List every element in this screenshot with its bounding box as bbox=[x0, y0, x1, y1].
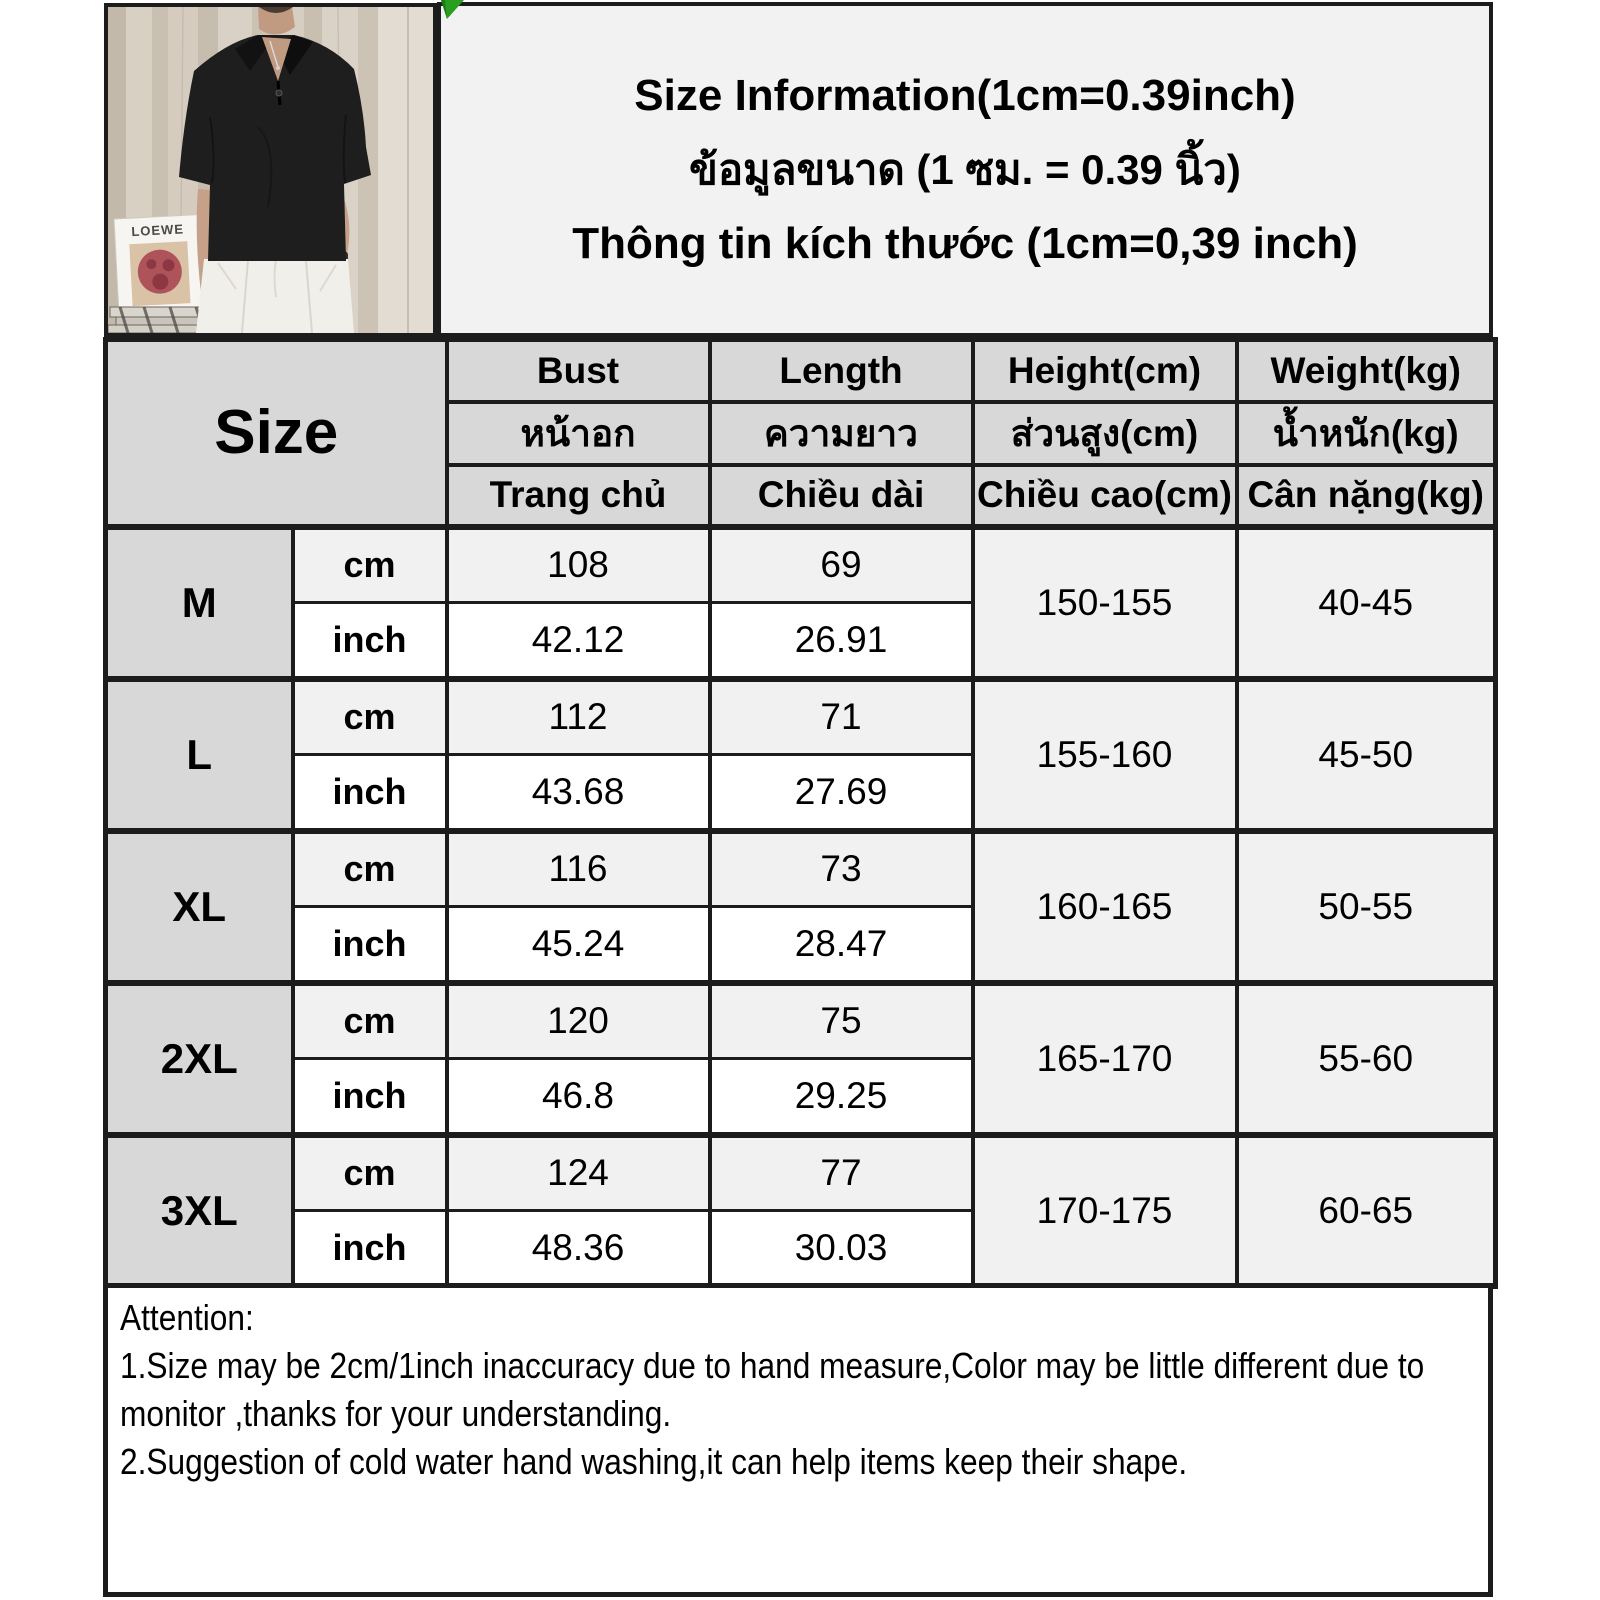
weight-range-value: 45-50 bbox=[1237, 679, 1496, 831]
title-line-en: Size Information(1cm=0.39inch) bbox=[634, 70, 1296, 120]
height-range-value: 170-175 bbox=[973, 1135, 1237, 1287]
size-table bbox=[103, 337, 1498, 1289]
length-inch-value: 28.47 bbox=[710, 907, 973, 983]
bust-cm-value: 108 bbox=[447, 527, 710, 603]
height-range-value: 155-160 bbox=[973, 679, 1237, 831]
unit-cm-label: cm bbox=[293, 1135, 447, 1211]
poster-text: LOEWE bbox=[130, 221, 185, 240]
height-range-value: 165-170 bbox=[973, 983, 1237, 1135]
length-inch-value: 27.69 bbox=[710, 755, 973, 831]
height-range-value: 150-155 bbox=[973, 527, 1237, 679]
unit-cm-label: cm bbox=[293, 983, 447, 1059]
weight-range-value: 50-55 bbox=[1237, 831, 1496, 983]
length-cm-value: 75 bbox=[710, 983, 973, 1059]
size-label: L bbox=[106, 679, 293, 831]
table-row-xl-cm bbox=[106, 831, 1496, 907]
title-line-vi: Thông tin kích thước (1cm=0,39 inch) bbox=[572, 218, 1358, 268]
attention-note-2: 2.Suggestion of cold water hand washing,it can help items keep their shape. bbox=[120, 1441, 1188, 1482]
unit-cm-label: cm bbox=[293, 527, 447, 603]
bust-inch-value: 42.12 bbox=[447, 603, 710, 679]
size-info-title-box bbox=[437, 2, 1493, 337]
col-header-height-vi: Chiều cao(cm) bbox=[973, 465, 1237, 527]
poster-prop bbox=[114, 214, 205, 314]
length-inch-value: 29.25 bbox=[710, 1059, 973, 1135]
weight-range-value: 60-65 bbox=[1237, 1135, 1496, 1287]
bust-inch-value: 45.24 bbox=[447, 907, 710, 983]
header-row-en bbox=[106, 340, 1496, 402]
col-header-weight-vi: Cân nặng(kg) bbox=[1237, 465, 1496, 527]
length-cm-value: 69 bbox=[710, 527, 973, 603]
product-photo-illustration bbox=[108, 7, 433, 333]
col-header-weight-en: Weight(kg) bbox=[1237, 340, 1496, 402]
weight-range-value: 40-45 bbox=[1237, 527, 1496, 679]
bust-cm-value: 120 bbox=[447, 983, 710, 1059]
bust-cm-value: 116 bbox=[447, 831, 710, 907]
col-header-bust-th: หน้าอก bbox=[447, 402, 710, 465]
bust-cm-value: 124 bbox=[447, 1135, 710, 1211]
length-cm-value: 77 bbox=[710, 1135, 973, 1211]
col-header-height-th: ส่วนสูง(cm) bbox=[973, 402, 1237, 465]
col-header-bust-vi: Trang chủ bbox=[447, 465, 710, 527]
attention-box bbox=[103, 1283, 1493, 1597]
table-row-2xl-cm bbox=[106, 983, 1496, 1059]
size-label: 3XL bbox=[106, 1135, 293, 1287]
col-header-length-en: Length bbox=[710, 340, 973, 402]
size-label: 2XL bbox=[106, 983, 293, 1135]
size-label: M bbox=[106, 527, 293, 679]
col-header-length-th: ความยาว bbox=[710, 402, 973, 465]
size-label: XL bbox=[106, 831, 293, 983]
unit-cm-label: cm bbox=[293, 831, 447, 907]
unit-inch-label: inch bbox=[293, 907, 447, 983]
col-header-height-en: Height(cm) bbox=[973, 340, 1237, 402]
table-row-m-cm bbox=[106, 527, 1496, 603]
green-ribbon-icon bbox=[437, 0, 467, 20]
table-row-3xl-cm bbox=[106, 1135, 1496, 1211]
length-inch-value: 26.91 bbox=[710, 603, 973, 679]
col-header-bust-en: Bust bbox=[447, 340, 710, 402]
title-line-th: ข้อมูลขนาด (1 ซม. = 0.39 นิ้ว) bbox=[689, 145, 1241, 193]
height-range-value: 160-165 bbox=[973, 831, 1237, 983]
attention-note-1: 1.Size may be 2cm/1inch inaccuracy due to hand measure,Color may be little different due to monitor ,thanks for your understanding. bbox=[120, 1345, 1425, 1434]
length-inch-value: 30.03 bbox=[710, 1211, 973, 1287]
product-photo bbox=[104, 3, 437, 337]
bust-inch-value: 43.68 bbox=[447, 755, 710, 831]
attention-heading: Attention: bbox=[120, 1297, 254, 1338]
length-cm-value: 73 bbox=[710, 831, 973, 907]
bust-cm-value: 112 bbox=[447, 679, 710, 755]
unit-inch-label: inch bbox=[293, 755, 447, 831]
bust-inch-value: 46.8 bbox=[447, 1059, 710, 1135]
unit-inch-label: inch bbox=[293, 1059, 447, 1135]
unit-inch-label: inch bbox=[293, 1211, 447, 1287]
table-row-l-cm bbox=[106, 679, 1496, 755]
col-header-length-vi: Chiều dài bbox=[710, 465, 973, 527]
bust-inch-value: 48.36 bbox=[447, 1211, 710, 1287]
unit-inch-label: inch bbox=[293, 603, 447, 679]
weight-range-value: 55-60 bbox=[1237, 983, 1496, 1135]
length-cm-value: 71 bbox=[710, 679, 973, 755]
col-header-weight-th: น้ำหนัก(kg) bbox=[1237, 402, 1496, 465]
size-corner-header: Size bbox=[106, 340, 447, 527]
unit-cm-label: cm bbox=[293, 679, 447, 755]
